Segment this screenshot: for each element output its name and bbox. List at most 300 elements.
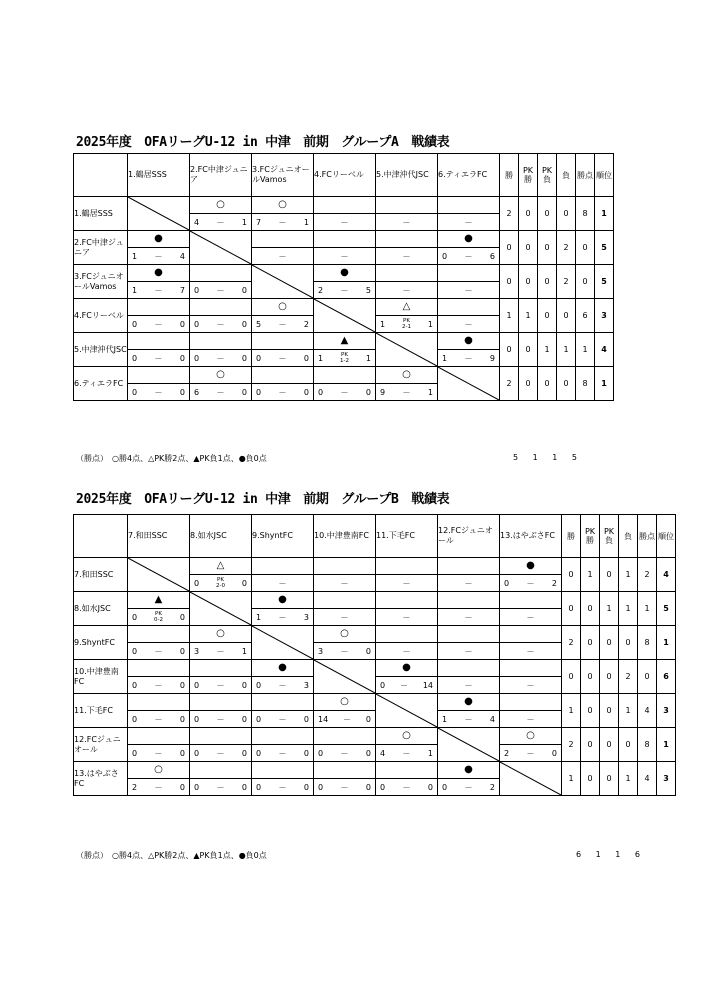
- score-away: 2: [489, 782, 495, 792]
- match-score: [376, 317, 437, 331]
- cell-divider: [376, 281, 437, 282]
- dash: －: [464, 319, 473, 329]
- total-value: 1: [615, 850, 621, 859]
- score-dash: －: [154, 353, 163, 363]
- cell-divider: [252, 247, 313, 248]
- match-cell: [190, 762, 252, 796]
- score-dash: －: [278, 612, 287, 622]
- match-cell: [252, 333, 314, 367]
- diagonal-line: [252, 626, 313, 659]
- score-home: 1: [442, 353, 448, 363]
- score-dash: －: [216, 782, 225, 792]
- stat-value: 0: [538, 265, 557, 299]
- stat-header: PK勝: [581, 515, 600, 558]
- stat-value: 1: [519, 299, 538, 333]
- match-cell: [376, 626, 438, 660]
- score-dash: －: [278, 748, 287, 758]
- cell-divider: [376, 778, 437, 779]
- score-home: 0: [132, 353, 138, 363]
- score-dash: －: [526, 748, 535, 758]
- result-symbol: ○: [402, 369, 411, 380]
- match-cell: [252, 762, 314, 796]
- score-dash: －: [278, 782, 287, 792]
- score-home: 7: [256, 217, 262, 227]
- match-score: [438, 644, 499, 658]
- team-header: 13.はやぶさFC: [500, 515, 562, 558]
- cell-divider: [128, 315, 189, 316]
- score-home: 2: [318, 285, 324, 295]
- pk-score: [340, 352, 349, 364]
- result-symbol: ▲: [340, 335, 349, 346]
- cell-divider: [190, 213, 251, 214]
- stat-header: 負: [619, 515, 638, 558]
- dash: －: [464, 680, 473, 690]
- stat-value: 2: [619, 660, 638, 694]
- match-score: [314, 780, 375, 794]
- group-b-results-table: [73, 514, 676, 796]
- stat-value: 0: [500, 231, 519, 265]
- score-dash: －: [154, 387, 163, 397]
- stat-value: 0: [619, 728, 638, 762]
- match-score: [438, 249, 499, 263]
- score-dash: －: [154, 748, 163, 758]
- diagonal-cell: [252, 626, 314, 660]
- score-away: 0: [365, 646, 371, 656]
- match-score: [190, 746, 251, 760]
- match-cell: [376, 592, 438, 626]
- row-team-label: 4.FCリーベル: [74, 299, 128, 333]
- result-symbol: ○: [402, 730, 411, 741]
- match-score: [252, 610, 313, 624]
- stat-value: 1: [562, 762, 581, 796]
- score-home: 1: [318, 353, 324, 363]
- score-away: 0: [241, 578, 247, 588]
- stat-value: 0: [581, 694, 600, 728]
- cell-divider: [252, 676, 313, 677]
- match-cell: [438, 694, 500, 728]
- rank-value: 4: [595, 333, 614, 367]
- match-score: [376, 576, 437, 590]
- match-cell: [128, 660, 190, 694]
- score-home: 0: [194, 782, 200, 792]
- diagonal-cell: [314, 660, 376, 694]
- match-cell: [252, 694, 314, 728]
- cell-divider: [438, 315, 499, 316]
- match-cell: [128, 762, 190, 796]
- score-away: 0: [365, 748, 371, 758]
- cell-divider: [376, 383, 437, 384]
- stat-value: 0: [562, 558, 581, 592]
- match-score: [500, 678, 561, 692]
- stat-header: 順位: [595, 154, 614, 197]
- match-cell: [128, 626, 190, 660]
- score-home: 1: [256, 612, 262, 622]
- match-score: [128, 249, 189, 263]
- cell-divider: [128, 247, 189, 248]
- match-cell: [500, 728, 562, 762]
- match-score: [314, 249, 375, 263]
- match-score: [314, 746, 375, 760]
- stat-value: 1: [562, 694, 581, 728]
- result-symbol: ○: [154, 764, 163, 775]
- stat-value: 0: [581, 626, 600, 660]
- score-away: 1: [303, 217, 309, 227]
- stat-value: 0: [562, 592, 581, 626]
- score-home: 0: [132, 714, 138, 724]
- row-team-label: 9.ShyntFC: [74, 626, 128, 660]
- cell-divider: [376, 744, 437, 745]
- team-header: 11.下毛FC: [376, 515, 438, 558]
- score-home: 0: [256, 680, 262, 690]
- match-score: [314, 576, 375, 590]
- match-cell: [128, 265, 190, 299]
- group-a-totals: [513, 453, 577, 462]
- rank-value: 5: [595, 231, 614, 265]
- match-score: [500, 644, 561, 658]
- match-cell: [314, 333, 376, 367]
- cell-divider: [500, 744, 561, 745]
- diagonal-cell: [500, 762, 562, 796]
- score-away: 0: [179, 680, 185, 690]
- match-cell: [376, 299, 438, 333]
- rank-value: 4: [657, 558, 676, 592]
- row-team-label: 12.FCジュニオール: [74, 728, 128, 762]
- match-cell: [252, 231, 314, 265]
- match-score: [438, 317, 499, 331]
- score-away: 0: [179, 353, 185, 363]
- row-team-label: 7.和田SSC: [74, 558, 128, 592]
- score-dash: －: [278, 714, 287, 724]
- diagonal-line: [438, 728, 499, 761]
- match-cell: [376, 728, 438, 762]
- cell-divider: [252, 349, 313, 350]
- cell-divider: [438, 676, 499, 677]
- total-value: 1: [552, 453, 558, 462]
- cell-divider: [500, 710, 561, 711]
- rank-value: 6: [657, 660, 676, 694]
- match-cell: [376, 660, 438, 694]
- match-score: [314, 712, 375, 726]
- row-team-label: 11.下毛FC: [74, 694, 128, 728]
- score-away: 0: [241, 387, 247, 397]
- match-cell: [190, 626, 252, 660]
- rank-value: 3: [595, 299, 614, 333]
- cell-divider: [438, 608, 499, 609]
- cell-divider: [314, 710, 375, 711]
- dash: －: [278, 578, 287, 588]
- result-symbol: ▲: [154, 594, 163, 605]
- stat-value: 1: [619, 592, 638, 626]
- score-home: 3: [194, 646, 200, 656]
- match-score: [252, 385, 313, 399]
- score-home: 1: [132, 251, 138, 261]
- score-dash: －: [402, 748, 411, 758]
- score-dash: －: [278, 217, 287, 227]
- match-score: [376, 746, 437, 760]
- match-cell: [314, 626, 376, 660]
- match-cell: [190, 660, 252, 694]
- match-score: [128, 351, 189, 365]
- row-team-label: 10.中津豊南FC: [74, 660, 128, 694]
- diagonal-line: [438, 367, 499, 400]
- cell-divider: [190, 778, 251, 779]
- score-home: 5: [256, 319, 262, 329]
- dash: －: [402, 251, 411, 261]
- result-symbol: ○: [216, 199, 225, 210]
- match-cell: [190, 333, 252, 367]
- score-dash: －: [216, 646, 225, 656]
- match-cell: [314, 197, 376, 231]
- cell-divider: [438, 710, 499, 711]
- match-score: [128, 385, 189, 399]
- stat-value: 0: [600, 762, 619, 796]
- score-dash: －: [216, 714, 225, 724]
- match-score: [314, 644, 375, 658]
- cell-divider: [314, 778, 375, 779]
- cell-divider: [252, 383, 313, 384]
- cell-divider: [128, 778, 189, 779]
- cell-divider: [376, 247, 437, 248]
- dash: －: [526, 680, 535, 690]
- cell-divider: [190, 710, 251, 711]
- team-header: 5.中津沖代JSC: [376, 154, 438, 197]
- match-score: [128, 610, 189, 624]
- score-home: 0: [194, 748, 200, 758]
- stat-value: 0: [576, 265, 595, 299]
- cell-divider: [500, 608, 561, 609]
- cell-divider: [190, 642, 251, 643]
- result-symbol: △: [216, 560, 225, 571]
- score-away: 0: [303, 714, 309, 724]
- diagonal-cell: [128, 197, 190, 231]
- stat-header: 勝: [562, 515, 581, 558]
- match-score: [314, 351, 375, 365]
- cell-divider: [252, 574, 313, 575]
- stat-value: 0: [538, 367, 557, 401]
- score-dash: －: [402, 387, 411, 397]
- match-score: [190, 283, 251, 297]
- stat-header: 負: [557, 154, 576, 197]
- diagonal-line: [128, 197, 189, 230]
- score-away: 0: [179, 714, 185, 724]
- score-dash: －: [154, 251, 163, 261]
- table-row: [74, 592, 676, 626]
- cell-divider: [190, 281, 251, 282]
- stat-value: 2: [562, 626, 581, 660]
- match-cell: [438, 592, 500, 626]
- score-dash: －: [278, 319, 287, 329]
- diagonal-cell: [190, 592, 252, 626]
- stat-value: 1: [619, 558, 638, 592]
- match-score: [376, 610, 437, 624]
- result-symbol: ●: [526, 560, 535, 571]
- score-away: 0: [551, 748, 557, 758]
- result-symbol: ●: [278, 662, 287, 673]
- score-home: 0: [194, 578, 200, 588]
- total-value: 1: [595, 850, 601, 859]
- total-value: 1: [532, 453, 538, 462]
- match-cell: [128, 728, 190, 762]
- dash: －: [526, 714, 535, 724]
- score-home: 4: [194, 217, 200, 227]
- score-home: 9: [380, 387, 386, 397]
- pk-label: PK: [403, 318, 410, 324]
- dash: －: [340, 612, 349, 622]
- score-dash: －: [278, 353, 287, 363]
- match-cell: [252, 728, 314, 762]
- stat-value: 0: [557, 299, 576, 333]
- pk-result: 2-0: [216, 583, 225, 589]
- score-home: 0: [442, 782, 448, 792]
- pk-score: [216, 577, 225, 589]
- pk-result: 2-1: [402, 324, 411, 330]
- score-away: 6: [489, 251, 495, 261]
- corner-cell: [74, 154, 128, 197]
- score-home: 0: [132, 319, 138, 329]
- match-cell: [128, 299, 190, 333]
- dash: －: [278, 251, 287, 261]
- cell-divider: [314, 608, 375, 609]
- score-away: 0: [365, 782, 371, 792]
- table-row: [74, 333, 614, 367]
- score-home: 0: [132, 680, 138, 690]
- score-away: 0: [365, 387, 371, 397]
- score-home: 1: [442, 714, 448, 724]
- team-header: 6.ティエラFC: [438, 154, 500, 197]
- result-symbol: ●: [464, 696, 473, 707]
- diagonal-cell: [128, 558, 190, 592]
- table-row: [74, 299, 614, 333]
- diagonal-line: [314, 299, 375, 332]
- stat-value: 0: [519, 231, 538, 265]
- cell-divider: [128, 349, 189, 350]
- score-away: 1: [365, 353, 371, 363]
- stat-value: 0: [600, 728, 619, 762]
- score-away: 0: [241, 319, 247, 329]
- stat-value: 0: [538, 231, 557, 265]
- stat-value: 2: [638, 558, 657, 592]
- result-symbol: ○: [526, 730, 535, 741]
- row-team-label: 13.はやぶさFC: [74, 762, 128, 796]
- match-score: [252, 249, 313, 263]
- stat-value: 6: [576, 299, 595, 333]
- cell-divider: [376, 676, 437, 677]
- dash: －: [402, 578, 411, 588]
- table-row: [74, 367, 614, 401]
- result-symbol: ●: [464, 764, 473, 775]
- diagonal-line: [128, 558, 189, 591]
- cell-divider: [252, 744, 313, 745]
- score-away: 4: [489, 714, 495, 724]
- match-cell: [500, 592, 562, 626]
- match-cell: [500, 558, 562, 592]
- stat-value: 4: [638, 694, 657, 728]
- stat-value: 1: [638, 592, 657, 626]
- score-dash: －: [216, 285, 225, 295]
- score-away: 7: [179, 285, 185, 295]
- cell-divider: [376, 213, 437, 214]
- table-row: [74, 728, 676, 762]
- cell-divider: [252, 608, 313, 609]
- cell-divider: [314, 744, 375, 745]
- stat-value: 1: [600, 592, 619, 626]
- cell-divider: [128, 744, 189, 745]
- score-home: 0: [194, 319, 200, 329]
- stat-value: 0: [500, 265, 519, 299]
- stat-header: 勝: [500, 154, 519, 197]
- table-row: [74, 626, 676, 660]
- row-team-label: 1.鶴居SSS: [74, 197, 128, 231]
- match-score: [314, 283, 375, 297]
- cell-divider: [314, 281, 375, 282]
- cell-divider: [128, 710, 189, 711]
- result-symbol: ●: [340, 267, 349, 278]
- cell-divider: [190, 744, 251, 745]
- stat-value: 4: [638, 762, 657, 796]
- table-row: [74, 762, 676, 796]
- score-dash: －: [216, 353, 225, 363]
- cell-divider: [314, 213, 375, 214]
- diagonal-line: [376, 694, 437, 727]
- team-header: 8.如水JSC: [190, 515, 252, 558]
- match-score: [438, 780, 499, 794]
- cell-divider: [500, 642, 561, 643]
- cell-divider: [128, 383, 189, 384]
- score-away: 0: [179, 387, 185, 397]
- cell-divider: [190, 349, 251, 350]
- diagonal-line: [500, 762, 561, 795]
- diagonal-cell: [252, 265, 314, 299]
- cell-divider: [438, 213, 499, 214]
- table-row: [74, 197, 614, 231]
- score-dash: －: [154, 285, 163, 295]
- score-dash: －: [340, 387, 349, 397]
- cell-divider: [128, 608, 189, 609]
- cell-divider: [438, 642, 499, 643]
- score-dash: －: [464, 251, 473, 261]
- cell-divider: [314, 349, 375, 350]
- match-score: [438, 351, 499, 365]
- rank-value: 3: [657, 762, 676, 796]
- stat-value: 8: [638, 626, 657, 660]
- cell-divider: [500, 574, 561, 575]
- total-value: 6: [576, 850, 582, 859]
- stat-value: 8: [576, 367, 595, 401]
- score-away: 1: [241, 217, 247, 227]
- score-home: 0: [380, 782, 386, 792]
- match-cell: [252, 592, 314, 626]
- dash: －: [526, 612, 535, 622]
- match-cell: [190, 728, 252, 762]
- rank-value: 1: [595, 197, 614, 231]
- stat-value: 0: [562, 660, 581, 694]
- cell-divider: [252, 213, 313, 214]
- stat-value: 8: [638, 728, 657, 762]
- match-cell: [438, 333, 500, 367]
- match-score: [252, 576, 313, 590]
- group-a-legend: （勝点） ○勝4点、△PK勝2点、▲PK負1点、●負0点: [76, 454, 267, 463]
- score-home: 3: [318, 646, 324, 656]
- match-score: [190, 215, 251, 229]
- score-home: 0: [132, 748, 138, 758]
- dash: －: [464, 217, 473, 227]
- group-b-title: 2025年度 OFAリーグU-12 in 中津 前期 グループB 戦績表: [76, 492, 450, 507]
- match-score: [376, 249, 437, 263]
- score-dash: －: [464, 714, 473, 724]
- score-away: 0: [241, 353, 247, 363]
- table-row: [74, 558, 676, 592]
- score-home: 0: [194, 353, 200, 363]
